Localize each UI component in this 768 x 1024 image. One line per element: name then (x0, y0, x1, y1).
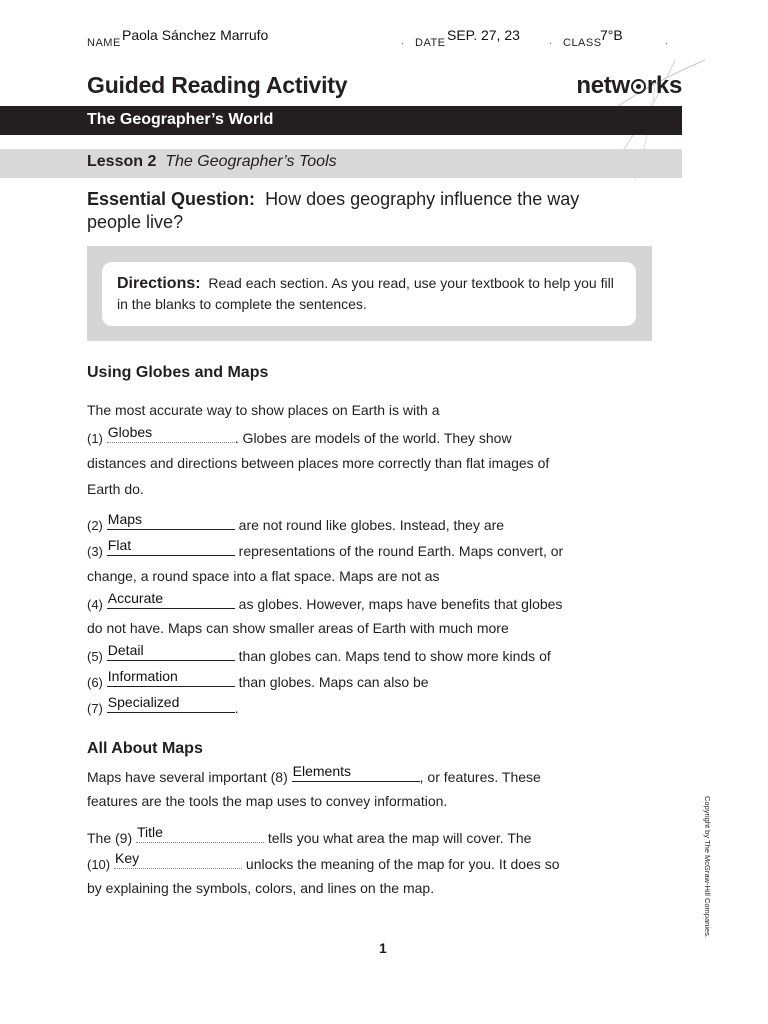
text-line: change, a round space into a flat space. Maps are not as (87, 568, 440, 584)
logo-ring-icon (631, 79, 646, 94)
date-label: DATE (415, 37, 446, 49)
lesson-number: Lesson 2 (87, 153, 157, 170)
text-line: (3) Flat representations of the round Earth. Maps convert, or (87, 537, 564, 559)
directions-text: Read each section. As you read, use your textbook to help you fill in the blanks to complete the sentences. (117, 275, 614, 312)
text-line: (5) Detail than globes can. Maps tend to show more kinds of (87, 642, 551, 664)
name-label: NAME (87, 37, 121, 49)
text-line: (10) Key unlocks the meaning of the map for you. It does so (87, 850, 560, 872)
text-line: Earth do. (87, 481, 144, 497)
text-line: (6) Information than globes. Maps can also be (87, 668, 429, 690)
page-title: Guided Reading Activity (87, 72, 348, 98)
directions-label: Directions: (117, 275, 201, 292)
chapter-title: The Geographer’s World (87, 111, 274, 128)
answer-blank-8[interactable]: Elements (292, 767, 420, 782)
text-line: (7) Specialized . (87, 694, 239, 716)
section-heading-all-about-maps: All About Maps (87, 740, 203, 757)
text-line: distances and directions between places more correctly than flat images of (87, 455, 550, 471)
lesson-name: The Geographer’s Tools (165, 153, 337, 170)
class-field[interactable]: 7°B (600, 27, 623, 43)
name-field-end: . (401, 36, 404, 47)
essential-question-text: How does geography influence the way people live? (87, 189, 580, 232)
answer-blank-6[interactable]: Information (107, 672, 235, 687)
directions (117, 273, 622, 314)
date-field-end: . (549, 36, 552, 47)
answer-blank-3[interactable]: Flat (107, 541, 235, 556)
name-field[interactable]: Paola Sánchez Marrufo (122, 27, 269, 43)
lesson-heading (87, 153, 337, 171)
text-line: The (9) Title tells you what area the map will cover. The (87, 824, 532, 846)
answer-blank-2[interactable]: Maps (107, 515, 235, 530)
text-line: The most accurate way to show places on Earth is with a (87, 402, 440, 418)
text-line: Maps have several important (8) Elements , or features. These (87, 763, 541, 785)
text-line: do not have. Maps can show smaller areas of Earth with much more (87, 620, 509, 636)
networks-logo: netw rks (576, 72, 682, 99)
answer-blank-9[interactable]: Title (136, 828, 264, 843)
text-line: features are the tools the map uses to convey information. (87, 793, 448, 809)
answer-blank-5[interactable]: Detail (107, 646, 235, 661)
text-line: (4) Accurate as globes. However, maps have benefits that globes (87, 590, 563, 612)
text-line: by explaining the symbols, colors, and lines on the map. (87, 880, 435, 896)
date-field[interactable]: SEP. 27, 23 (447, 27, 520, 43)
section-heading-globes-maps: Using Globes and Maps (87, 364, 269, 381)
text-line: (1) Globes . Globes are models of the world. They show (87, 424, 512, 446)
answer-blank-1[interactable]: Globes (107, 428, 235, 443)
essential-question-label: Essential Question: (87, 189, 256, 209)
class-field-end: . (665, 36, 668, 47)
answer-blank-4[interactable]: Accurate (107, 594, 235, 609)
answer-blank-7[interactable]: Specialized (107, 698, 235, 713)
essential-question (87, 188, 587, 234)
answer-blank-10[interactable]: Key (114, 854, 242, 869)
text-line: (2) Maps are not round like globes. Instead, they are (87, 511, 505, 533)
class-label: CLASS (563, 37, 602, 49)
page-number: 1 (379, 940, 387, 956)
copyright-notice: Copyright by The McGraw-Hill Companies. (703, 796, 712, 938)
